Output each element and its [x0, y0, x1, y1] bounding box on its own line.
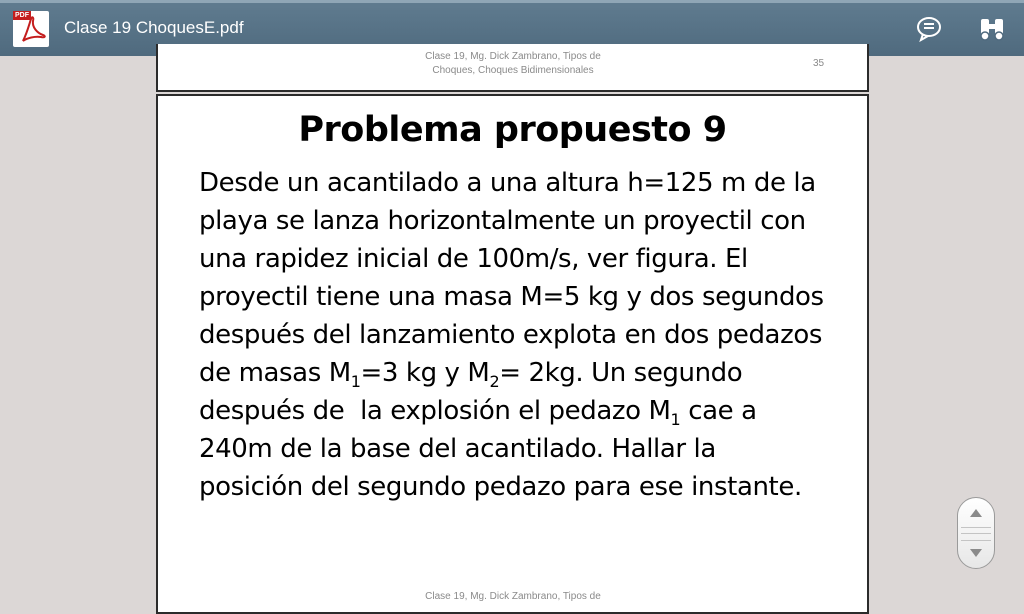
text-segment: cae a — [680, 396, 757, 426]
text-segment: = 2kg. Un segundo — [499, 358, 743, 388]
text-segment: de masas M — [199, 358, 351, 388]
text-line: playa se lanza horizontalmente un proyectil con — [199, 206, 806, 236]
scroll-grip[interactable] — [961, 527, 991, 541]
document-title: Clase 19 ChoquesE.pdf — [64, 18, 244, 37]
text-line: 240m de la base del acantilado. Hallar la — [199, 434, 716, 464]
problem-text — [199, 164, 849, 506]
text-line — [199, 392, 849, 430]
scroll-down-icon[interactable] — [958, 540, 994, 566]
footer-line: Clase 19, Mg. Dick Zambrano, Tipos de — [425, 51, 601, 62]
text-line: Desde un acantilado a una altura h=125 m de la — [199, 168, 816, 198]
text-line: posición del segundo pedazo para ese instante. — [199, 472, 802, 502]
previous-page — [156, 44, 869, 92]
binoculars-icon[interactable] — [978, 15, 1006, 43]
subscript: 1 — [350, 372, 361, 392]
page-title: Problema propuesto 9 — [298, 110, 727, 150]
footer-line: Clase 19, Mg. Dick Zambrano, Tipos de — [425, 591, 601, 602]
current-page — [156, 94, 869, 614]
scroll-up-icon[interactable] — [958, 500, 994, 526]
previous-page-footer — [398, 50, 628, 78]
page-number: 35 — [813, 58, 825, 69]
subscript: 2 — [489, 372, 500, 392]
adobe-reader-icon[interactable] — [13, 11, 49, 47]
subscript: 1 — [670, 410, 681, 430]
text-line: después del lanzamiento explota en dos pedazos — [199, 320, 822, 350]
comment-icon[interactable] — [915, 15, 943, 43]
current-page-footer — [398, 590, 628, 604]
text-line: proyectil tiene una masa M=5 kg y dos segundos — [199, 282, 824, 312]
text-line: una rapidez inicial de 100m/s, ver figura. El — [199, 244, 748, 274]
text-segment: =3 kg y M — [360, 358, 490, 388]
text-segment: después de la explosión el pedazo M — [199, 396, 671, 426]
footer-line: Choques, Choques Bidimensionales — [432, 65, 594, 76]
page-scroll-widget[interactable] — [957, 497, 995, 569]
text-line — [199, 354, 849, 392]
pdf-tag: PDF — [15, 12, 29, 19]
